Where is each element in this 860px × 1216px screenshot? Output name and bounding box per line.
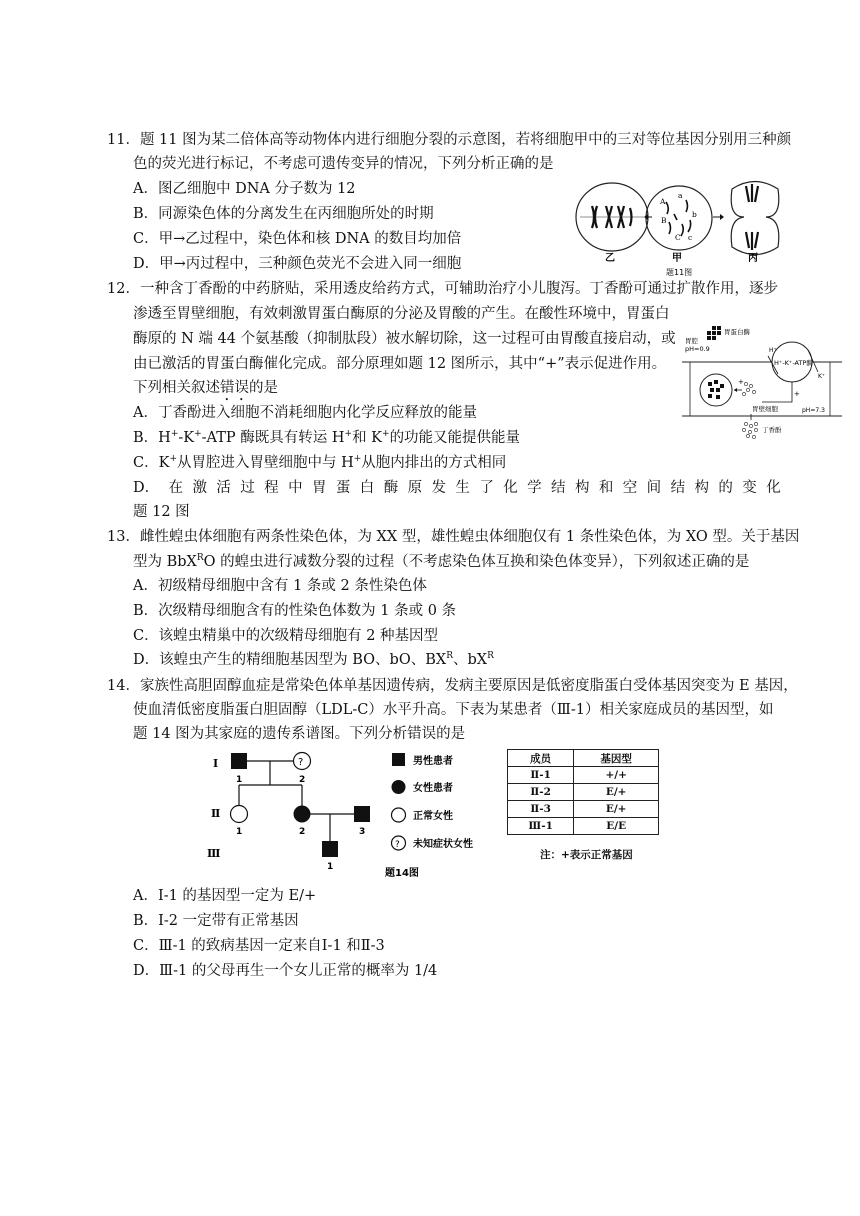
table-row: Ⅱ-2 E/+	[508, 784, 659, 801]
svg-text:H⁺: H⁺	[769, 347, 777, 354]
q14-option-d: D．Ⅲ-1 的父母再生一个女儿正常的概率为 1/4	[133, 963, 438, 979]
label-jia: 甲	[672, 253, 682, 264]
q11-fig-caption: 题11图	[666, 268, 693, 277]
q12-line5: 下列相关叙述错误的是	[133, 380, 278, 396]
q13-line2: 型为 BbX$^R$O 的蝗虫进行减数分裂的过程（不考虑染色体互换和染色体变异），下列叙述正确的是	[133, 553, 750, 570]
q12-option-c: C．K+从胃腔进入胃壁细胞中与 H+从胞内排出的方式相同	[133, 454, 507, 471]
svg-text:B: B	[661, 216, 667, 225]
pump-label: H⁺-K⁺-ATP酶	[774, 359, 813, 367]
q11-figure	[572, 174, 787, 278]
q11-option-d: D．甲→丙过程中，三种颜色荧光不会进入同一细胞	[133, 256, 462, 272]
q14-line2: 使血清低密度脂蛋白胆固醇（LDL-C）水平升高。下表为某患者（Ⅲ-1）相关家庭成员的基因型，如	[133, 702, 774, 718]
legend-male-patient: 男性患者	[413, 756, 453, 767]
gen-label-1: Ⅰ	[213, 757, 219, 770]
svg-text:K⁺: K⁺	[818, 373, 826, 380]
svg-text:1: 1	[327, 862, 334, 872]
q11-option-c: C．甲→乙过程中，染色体和核 DNA 的数目均加倍	[133, 231, 462, 247]
q11-option-a: A．图乙细胞中 DNA 分子数为 12	[133, 181, 356, 197]
q14-pedigree	[205, 745, 495, 883]
q13-line1: 13．雌性蝗虫体细胞有两条性染色体，为 XX 型，雄性蝗虫体细胞仅有 1 条性染色体，为 XO 型。关于基因	[107, 529, 800, 545]
q12-option-d-text: D． 在 激 活 过 程 中 胃 蛋 白 酶 原 发 生 了 化 学 结 构 和 空 间 结 构 的 变 化	[133, 480, 781, 496]
label-bing: 丙	[748, 253, 758, 264]
svg-text:1: 1	[236, 775, 243, 785]
q11-line1: 11．题 11 图为某二倍体高等动物体内进行细胞分裂的示意图，若将细胞甲中的三对等位基因分别用三种颜	[107, 132, 792, 148]
svg-text:+: +	[794, 390, 800, 398]
svg-text:?: ?	[395, 840, 400, 850]
q12-option-d	[133, 478, 781, 498]
svg-text:+: +	[738, 378, 744, 386]
gen-label-2: Ⅱ	[211, 807, 221, 820]
svg-text:C: C	[675, 233, 681, 242]
pedigree-chart	[205, 745, 495, 883]
table-row: Ⅲ-1 E/E	[508, 818, 659, 835]
q12-line1: 12．一种含丁香酚的中药脐贴，采用透皮给药方式，可辅助治疗小儿腹泻。丁香酚可通过扩散作用，逐步	[107, 281, 778, 297]
svg-text:a: a	[678, 191, 683, 200]
svg-text:b: b	[692, 210, 697, 219]
q11-option-b: B．同源染色体的分离发生在丙细胞所处的时期	[133, 206, 434, 222]
q13-option-c: C．该蝗虫精巢中的次级精母细胞有 2 种基因型	[133, 628, 439, 644]
q14-line1: 14．家族性高胆固醇血症是常染色体单基因遗传病，发病主要原因是低密度脂蛋白受体基因突变为 E 基因，	[107, 678, 798, 694]
q14-fig-caption: 题14图	[385, 868, 419, 879]
q13-option-d: D．该蝗虫产生的精细胞基因型为 BO、bO、$BX^R$、$bX^R$	[133, 651, 494, 668]
q13-option-b: B．次级精母细胞含有的性染色体数为 1 条或 0 条	[133, 603, 457, 619]
table-note: 注：+表示正常基因	[540, 849, 633, 861]
q14-option-a: A．Ⅰ-1 的基因型一定为 E/+	[133, 888, 317, 904]
q12-line3: 酶原的 N 端 44 个氨基酸（抑制肽段）被水解切除，这一过程可由胃酸直接启动，或	[133, 331, 676, 347]
svg-text:丁香酚: 丁香酚	[762, 426, 782, 434]
q14-line3: 题 14 图为其家庭的遗传系谱图。下列分析错误的是	[133, 726, 466, 742]
q12-line2: 渗透至胃壁细胞，有效刺激胃蛋白酶原的分泌及胃酸的产生。在酸性环境中，胃蛋白	[133, 306, 670, 322]
genotype-table	[507, 749, 659, 835]
svg-text:胃壁细胞: 胃壁细胞	[752, 405, 778, 413]
label-yi: 乙	[605, 253, 615, 264]
cell-division-diagram	[572, 174, 787, 278]
stomach-cell-diagram	[680, 316, 850, 442]
svg-text:2: 2	[299, 827, 306, 837]
table-header-row: 成员 基因型	[508, 750, 659, 767]
q12-figure	[680, 316, 850, 442]
svg-text:3: 3	[359, 827, 366, 837]
q12-option-a: A．丁香酚进入细胞不消耗细胞内化学反应释放的能量	[133, 405, 477, 421]
q14-option-c: C．Ⅲ-1 的致病基因一定来自Ⅰ-1 和Ⅱ-3	[133, 938, 385, 954]
q13-option-a: A．初级精母细胞中含有 1 条或 2 条性染色体	[133, 578, 427, 594]
svg-text:pH=7.3: pH=7.3	[802, 407, 825, 414]
legend-unknown-female: 未知症状女性	[413, 839, 473, 850]
q12-continuation: 题 12 图	[133, 504, 190, 520]
svg-text:A: A	[660, 197, 666, 206]
q11-line2: 色的荧光进行标记，不考虑可遗传变异的情况，下列分析正确的是	[133, 156, 554, 172]
gen-label-3: Ⅲ	[207, 847, 221, 860]
table-row: Ⅱ-1 +/+	[508, 767, 659, 784]
q12-line4: 由已激活的胃蛋白酶催化完成。部分原理如题 12 图所示，其中“+”表示促进作用。	[133, 356, 667, 372]
svg-text:胃蛋白酶: 胃蛋白酶	[724, 328, 750, 336]
svg-text:c: c	[688, 233, 693, 242]
table-row: Ⅱ-3 E/+	[508, 801, 659, 818]
q12-option-b: B．H+-K+-ATP 酶既具有转运 H+和 K+的功能又能提供能量	[133, 429, 521, 446]
svg-text:?: ?	[298, 757, 304, 768]
svg-text:2: 2	[299, 775, 306, 785]
q14-option-b: B．Ⅰ-2 一定带有正常基因	[133, 913, 299, 929]
svg-text:1: 1	[236, 827, 243, 837]
svg-text:pH=0.9: pH=0.9	[685, 345, 710, 353]
svg-text:胃腔: 胃腔	[685, 337, 698, 345]
legend-female-patient: 女性患者	[413, 783, 453, 794]
legend-normal-female: 正常女性	[413, 811, 453, 822]
